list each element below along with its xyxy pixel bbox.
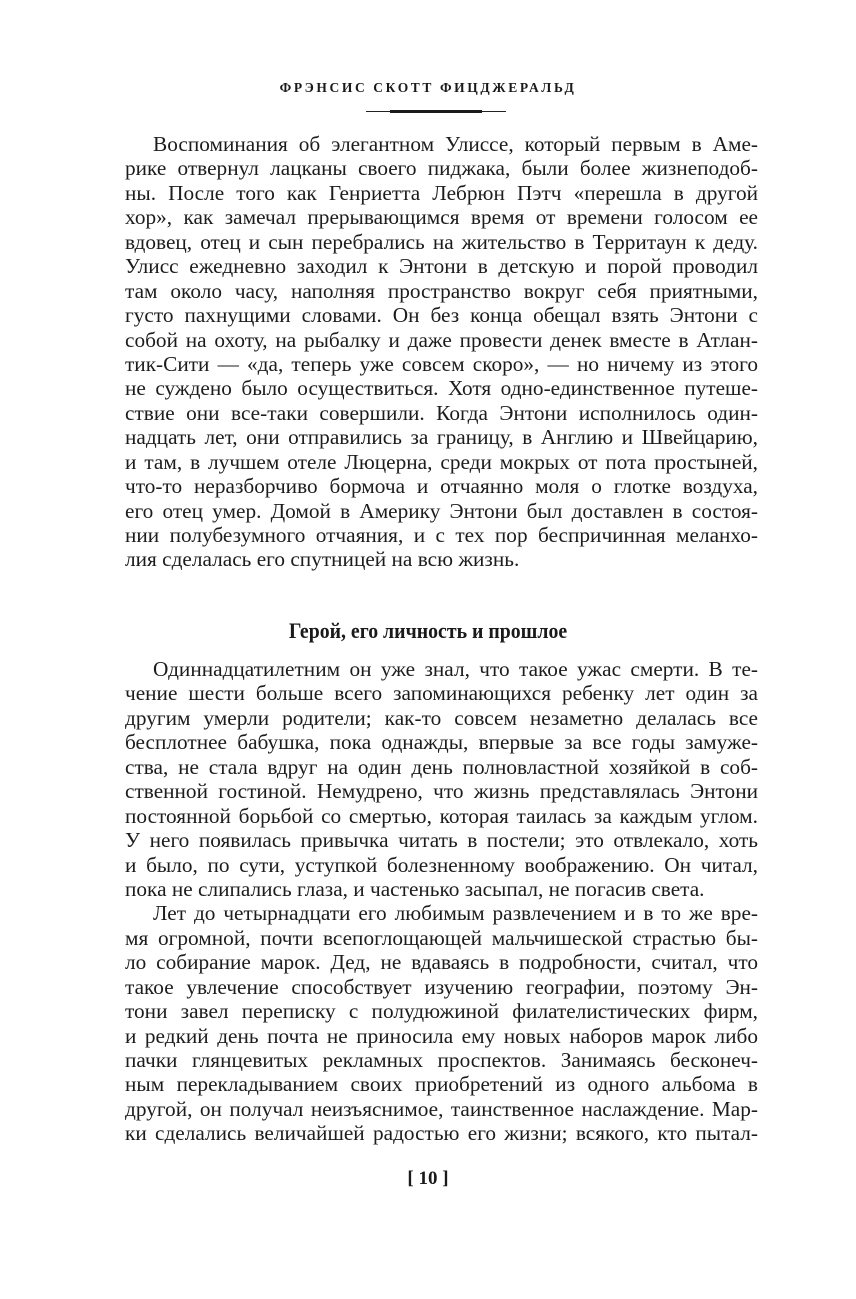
text-line: тик-Сити — «да, теперь уже совсем скоро», — но ничему из этого (125, 351, 758, 376)
text-line: такое увлечение способствует изучению географии, поэтому Эн- (125, 974, 758, 999)
text-line: там около часу, наполняя пространство вокруг себя приятными, (125, 278, 758, 303)
text-line: бесплотнее бабушка, пока однажды, впервые за все годы замуже- (125, 730, 758, 755)
text-line: другой, он получал неизъяснимое, таинственное наслаждение. Мар- (125, 1096, 758, 1121)
text-line: надцать лет, они отправились за границу, в Англию и Швейцарию, (125, 425, 758, 450)
head-rule-accent (390, 110, 482, 113)
text-line: его отец умер. Домой в Америку Энтони был доставлен в состоя- (125, 498, 758, 523)
text-line: и там, в лучшем отеле Люцерна, среди мокрых от пота простыней, (125, 449, 758, 474)
text-line: хор», как замечал прерывающимся время от времени голосом ее (125, 205, 758, 230)
text-line: ным перекладыванием своих приобретений из одного альбома в (125, 1072, 758, 1097)
running-head: ФРЭНСИС СКОТТ ФИЦДЖЕРАЛЬД (279, 80, 577, 95)
text-line: постоянной борьбой со смертью, которая таилась за каждым углом. (125, 803, 758, 828)
text-line: ны. После того как Генриетта Лебрюн Пэтч «перешла в другой (125, 180, 758, 205)
text-line: мя огромной, почти всепоглощающей мальчишеской страстью бы- (125, 925, 758, 950)
text-line: Одиннадцатилетним он уже знал, что такое ужас смерти. В те- (153, 657, 758, 681)
paragraph-2-and-3 (125, 657, 758, 1146)
text-line: У него появилась привычка читать в постели; это отвлекало, хоть (125, 828, 758, 853)
text-line: другим умерли родители; как-то совсем незаметно делалась все (125, 705, 758, 730)
text-line: нии полубезумного отчаяния, и с тех пор беспричинная меланхо- (125, 523, 758, 547)
text-line: что-то неразборчиво бормоча и отчаянно моля о глотке воздуха, (125, 474, 758, 499)
text-line: рике отвернул лацканы своего пиджака, были более жизнеподоб- (125, 156, 758, 181)
text-line: пачки глянцевитых рекламных проспектов. Занимаясь бесконеч- (125, 1048, 758, 1072)
text-line: и редкий день почта не приносила ему новых наборов марок либо (125, 1023, 758, 1048)
text-line: вдовец, отец и сын перебрались на жительство в Территаун к деду. (125, 229, 758, 254)
text-line: ства, не стала вдруг на один день полновластной хозяйкой в соб- (125, 754, 758, 779)
paragraph-1 (125, 132, 758, 572)
text-line: Улисс ежедневно заходил к Энтони в детскую и порой проводил (125, 254, 758, 279)
text-line: Лет до четырнадцати его любимым развлечением и в то же вре- (153, 901, 758, 926)
text-line: тони завел переписку с полудюжиной филателистических фирм, (125, 999, 758, 1024)
text-line: ственной гостиной. Немудрено, что жизнь представлялась Энтони (125, 779, 758, 804)
text-line: ки сделались величайшей радостью его жизни; всякого, кто пытал- (125, 1121, 758, 1146)
text-line: Воспоминания об элегантном Улиссе, который первым в Аме- (153, 132, 758, 156)
text-line: лия сделалась его спутницей на всю жизнь. (125, 547, 520, 572)
page-number: [ 10 ] (407, 1168, 449, 1189)
text-line: пока не слипались глаза, и частенько засыпал, не погасив света. (125, 876, 705, 901)
text-line: ло собирание марок. Дед, не вдаваясь в подробности, считал, что (125, 950, 758, 975)
text-line: ствие они все-таки совершили. Когда Энтони исполнилось один- (125, 400, 758, 425)
text-line: чение шести больше всего запоминающихся ребенку лет один за (125, 681, 758, 706)
text-line: не суждено было осуществиться. Хотя одно-единственное путеше- (125, 376, 758, 401)
text-line: собой на охоту, на рыбалку и даже провести денек вместе в Атлан- (125, 327, 758, 352)
text-line: и было, по сути, уступкой болезненному воображению. Он читал, (125, 852, 758, 877)
text-line: густо пахнущими словами. Он без конца обещал взять Энтони с (125, 303, 758, 328)
section-heading: Герой, его личность и прошлое (288, 618, 568, 643)
